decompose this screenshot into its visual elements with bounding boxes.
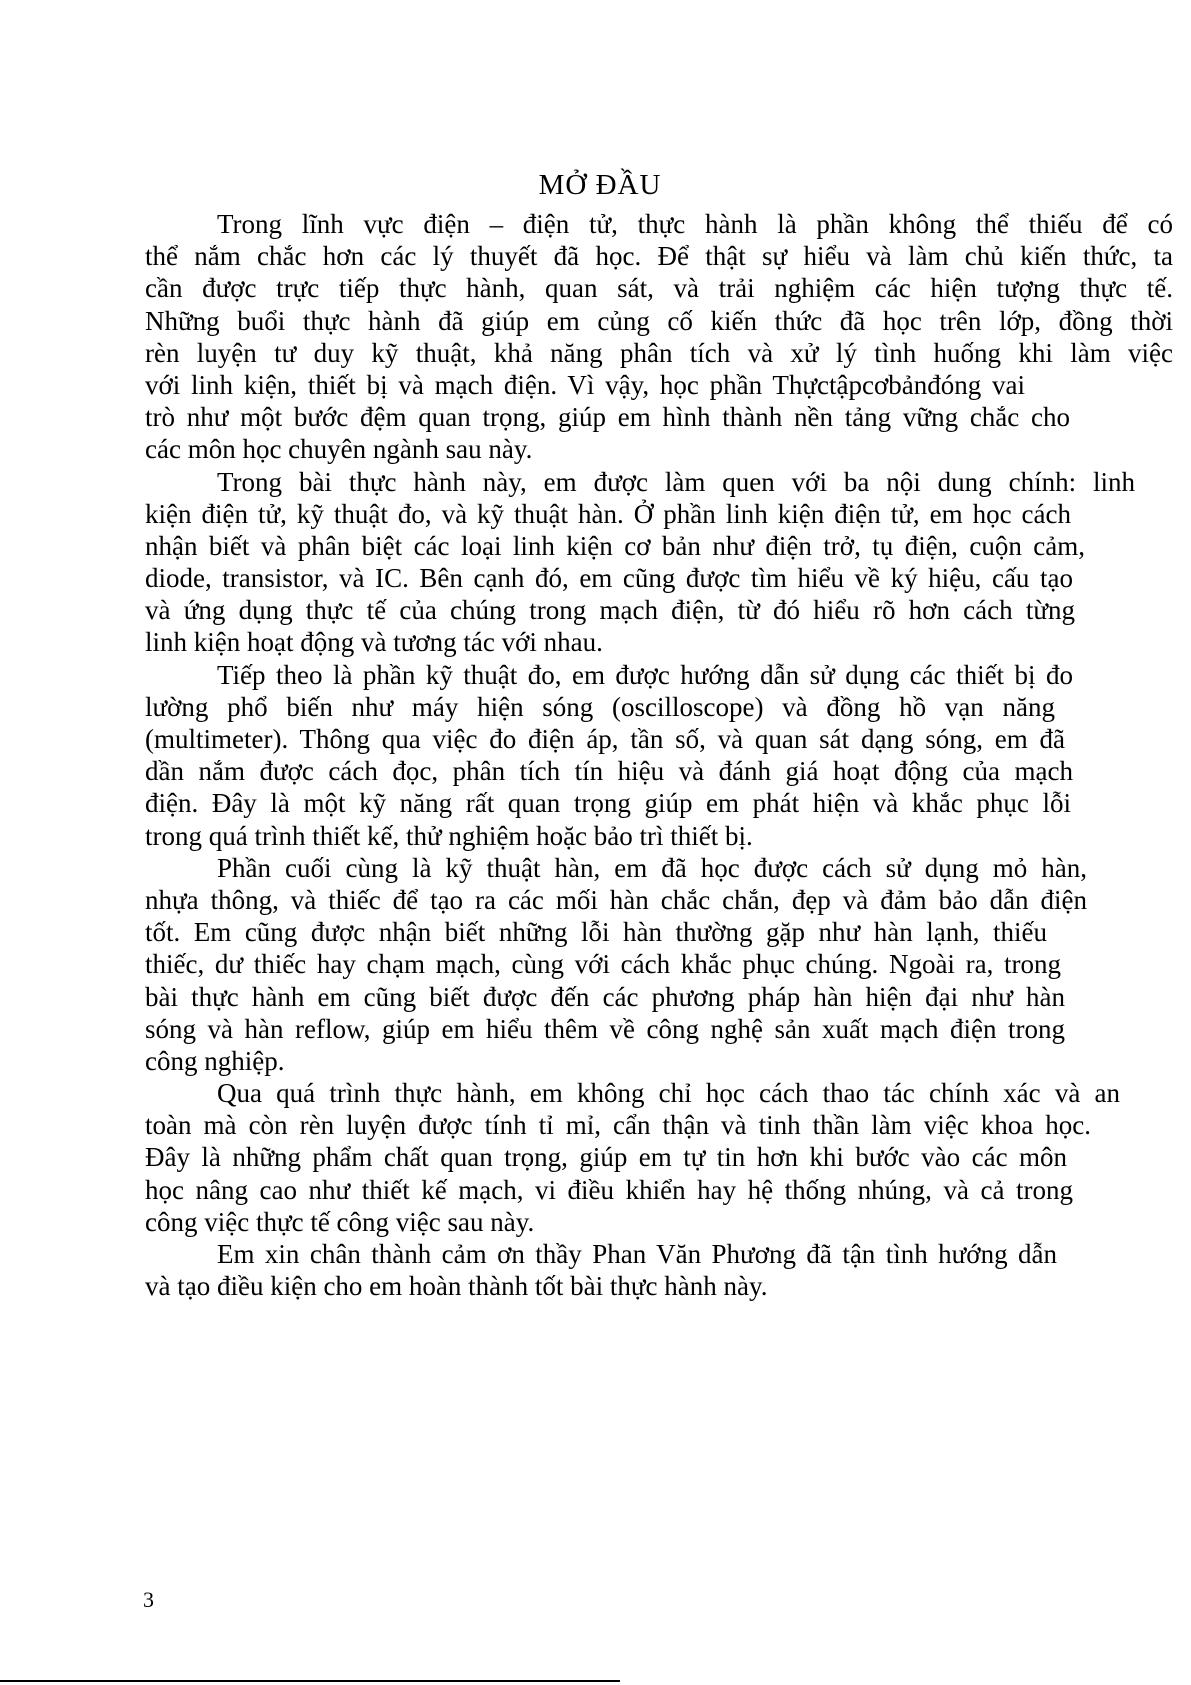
text-line: Trong lĩnh vực điện – điện tử, thực hành là phần không thể thiếu để có	[217, 209, 1173, 239]
text-line: linh kiện hoạt động và tương tác với nhau.	[145, 627, 603, 658]
body-text	[145, 208, 1173, 1302]
paragraph-intro	[145, 208, 1173, 466]
page-title: MỞ ĐẦU	[538, 169, 662, 201]
text-line: kiện điện tử, kỹ thuật đo, và kỹ thuật hàn. Ở phần linh kiện điện tử, em học cách	[145, 498, 1071, 529]
text-line: thiếc, dư thiếc hay chạm mạch, cùng với cách khắc phục chúng. Ngoài ra, trong	[145, 949, 1061, 980]
text-line: Trong bài thực hành này, em được làm quen với ba nội dung chính: linh	[217, 466, 1135, 497]
text-line: bài thực hành em cũng biết được đến các phương pháp hàn hiện đại như hàn	[145, 981, 1065, 1012]
paragraph-soldering	[145, 852, 1173, 1077]
text-line: lường phổ biến như máy hiện sóng (oscilloscope) và đồng hồ vạn năng	[145, 691, 1055, 722]
text-line: cần được trực tiếp thực hành, quan sát, và trải nghiệm các hiện tượng thực tế.	[145, 273, 1173, 304]
text-line: tốt. Em cũng được nhận biết những lỗi hàn thường gặp như hàn lạnh, thiếu	[145, 917, 1047, 948]
paragraph-measurement	[145, 659, 1173, 852]
text-line: công việc thực tế công việc sau này.	[145, 1206, 535, 1237]
text-line: thể nắm chắc hơn các lý thuyết đã học. Để thật sự hiểu và làm chủ kiến thức, ta	[145, 241, 1173, 272]
text-line: và tạo điều kiện cho em hoàn thành tốt bài thực hành này.	[145, 1271, 768, 1302]
text-line: Phần cuối cùng là kỹ thuật hàn, em đã học được cách sử dụng mỏ hàn,	[217, 852, 1087, 883]
text-line: và ứng dụng thực tế của chúng trong mạch điện, từ đó hiểu rõ hơn cách từng	[145, 595, 1075, 626]
text-line: Em xin chân thành cảm ơn thầy Phan Văn Phương đã tận tình hướng dẫn	[217, 1239, 1057, 1269]
text-line: học nâng cao như thiết kế mạch, vi điều khiển hay hệ thống nhúng, và cả trong	[145, 1174, 1073, 1205]
paragraph-thanks	[145, 1238, 1173, 1302]
text-line: toàn mà còn rèn luyện được tính tỉ mỉ, cẩn thận và tinh thần làm việc khoa học.	[145, 1110, 1091, 1141]
text-line: với linh kiện, thiết bị và mạch điện. Vì vậy, học phần Thựctậpcơbảnđóng vai	[145, 369, 1025, 400]
paragraph-reflection	[145, 1077, 1173, 1238]
text-line: Đây là những phẩm chất quan trọng, giúp em tự tin hơn khi bước vào các môn	[145, 1142, 1067, 1173]
text-line: trong quá trình thiết kế, thử nghiệm hoặc bảo trì thiết bị.	[145, 820, 753, 851]
text-line: Những buổi thực hành đã giúp em củng cố kiến thức đã học trên lớp, đồng thời	[145, 305, 1173, 336]
text-line: Qua quá trình thực hành, em không chỉ học cách thao tác chính xác và an	[217, 1078, 1120, 1109]
page-number: 3	[143, 1587, 154, 1612]
paragraph-components	[145, 466, 1173, 659]
text-line: dần nắm được cách đọc, phân tích tín hiệu và đánh giá hoạt động của mạch	[145, 756, 1073, 787]
text-line: công nghiệp.	[145, 1045, 285, 1076]
text-line: nhận biết và phân biệt các loại linh kiện cơ bản như điện trở, tụ điện, cuộn cảm,	[145, 530, 1085, 561]
footer-divider	[0, 1680, 620, 1682]
text-line: trò như một bước đệm quan trọng, giúp em hình thành nền tảng vững chắc cho	[145, 402, 1070, 433]
text-line: các môn học chuyên ngành sau này.	[145, 434, 533, 465]
text-line: (multimeter). Thông qua việc đo điện áp, tần số, và quan sát dạng sóng, em đã	[145, 724, 1065, 754]
text-line: Tiếp theo là phần kỹ thuật đo, em được hướng dẫn sử dụng các thiết bị đo	[217, 659, 1073, 690]
text-line: nhựa thông, và thiếc để tạo ra các mối hàn chắc chắn, đẹp và đảm bảo dẫn điện	[145, 884, 1087, 915]
text-line: điện. Đây là một kỹ năng rất quan trọng giúp em phát hiện và khắc phục lỗi	[145, 788, 1071, 819]
text-line: diode, transistor, và IC. Bên cạnh đó, em cũng được tìm hiểu về ký hiệu, cấu tạo	[145, 563, 1073, 594]
text-line: rèn luyện tư duy kỹ thuật, khả năng phân tích và xử lý tình huống khi làm việc	[145, 337, 1173, 368]
text-line: sóng và hàn reflow, giúp em hiểu thêm về công nghệ sản xuất mạch điện trong	[145, 1013, 1065, 1044]
